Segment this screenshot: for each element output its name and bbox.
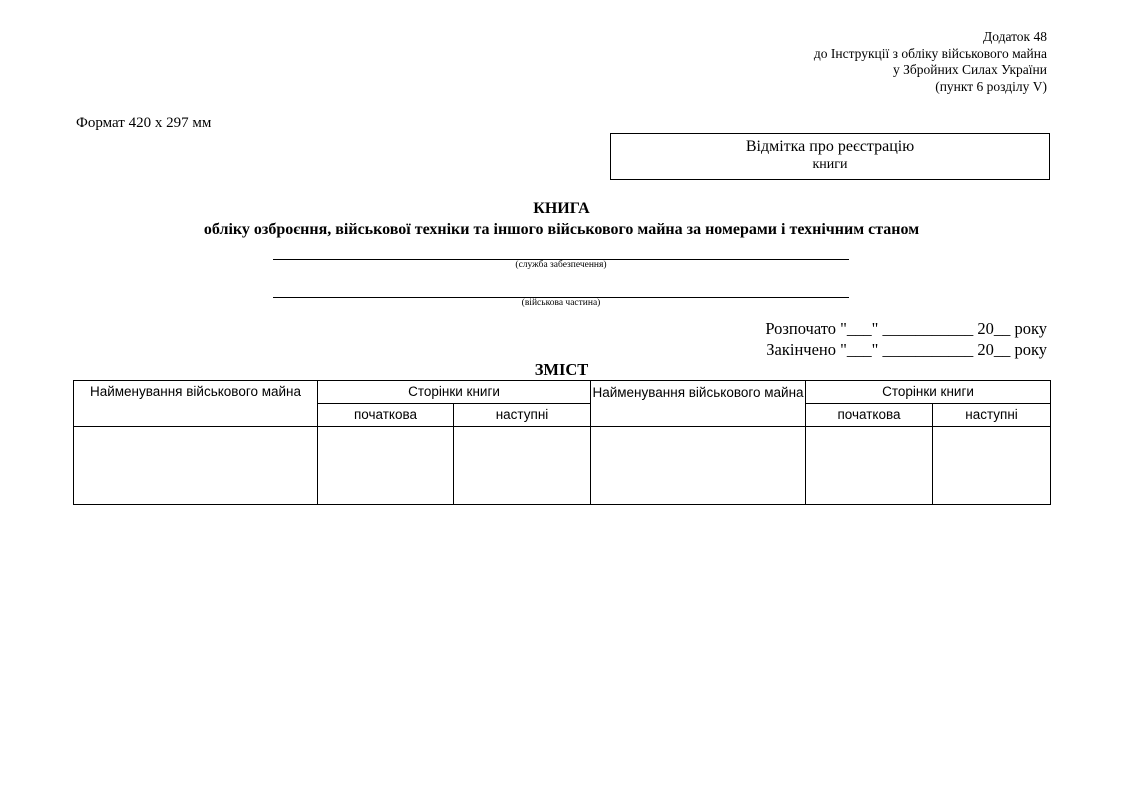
format-label: Формат 420 х 297 мм	[76, 115, 212, 131]
unit-caption: (військова частина)	[521, 298, 601, 308]
contents-table	[73, 380, 1051, 505]
table-header-row	[74, 381, 1051, 404]
cell-initial-right[interactable]	[806, 427, 933, 505]
cell-initial-left[interactable]	[318, 427, 454, 505]
dates-block	[765, 318, 1047, 360]
appendix-instruction: до Інструкції з обліку військового майна	[813, 45, 1047, 61]
cell-name-left[interactable]	[74, 427, 318, 505]
header-pages-left: Сторінки книги	[318, 381, 591, 404]
registration-line2: книги	[812, 157, 848, 172]
appendix-number: Додаток 48	[983, 29, 1047, 44]
header-pages-right: Сторінки книги	[806, 381, 1051, 404]
header-next-left: наступні	[454, 404, 591, 427]
cell-next-left[interactable]	[454, 427, 591, 505]
appendix-block	[814, 29, 1047, 95]
service-caption: (служба забезпечення)	[515, 260, 607, 270]
appendix-paragraph: (пункт 6 розділу V)	[935, 78, 1047, 94]
started-date: Розпочато "___" ___________ 20__ року	[765, 319, 1047, 338]
contents-title: ЗМІСТ	[534, 360, 589, 379]
cell-next-right[interactable]	[933, 427, 1051, 505]
document-title: КНИГА	[533, 200, 590, 217]
header-initial-right: початкова	[806, 404, 933, 427]
cell-name-right[interactable]	[591, 427, 806, 505]
header-name-right: Найменування військового майна	[591, 381, 806, 427]
document-subtitle: обліку озброєння, військової техніки та іншого військового майна за номерами і технічним станом	[203, 221, 920, 238]
header-initial-left: початкова	[318, 404, 454, 427]
finished-date: Закінчено "___" ___________ 20__ року	[766, 340, 1047, 359]
appendix-armed-forces: у Збройних Силах України	[892, 62, 1047, 77]
header-next-right: наступні	[933, 404, 1051, 427]
header-name-left: Найменування військового майна	[74, 381, 318, 427]
registration-line1: Відмітка про реєстрацію	[745, 138, 915, 155]
registration-box	[610, 133, 1050, 180]
table-row	[74, 427, 1051, 505]
